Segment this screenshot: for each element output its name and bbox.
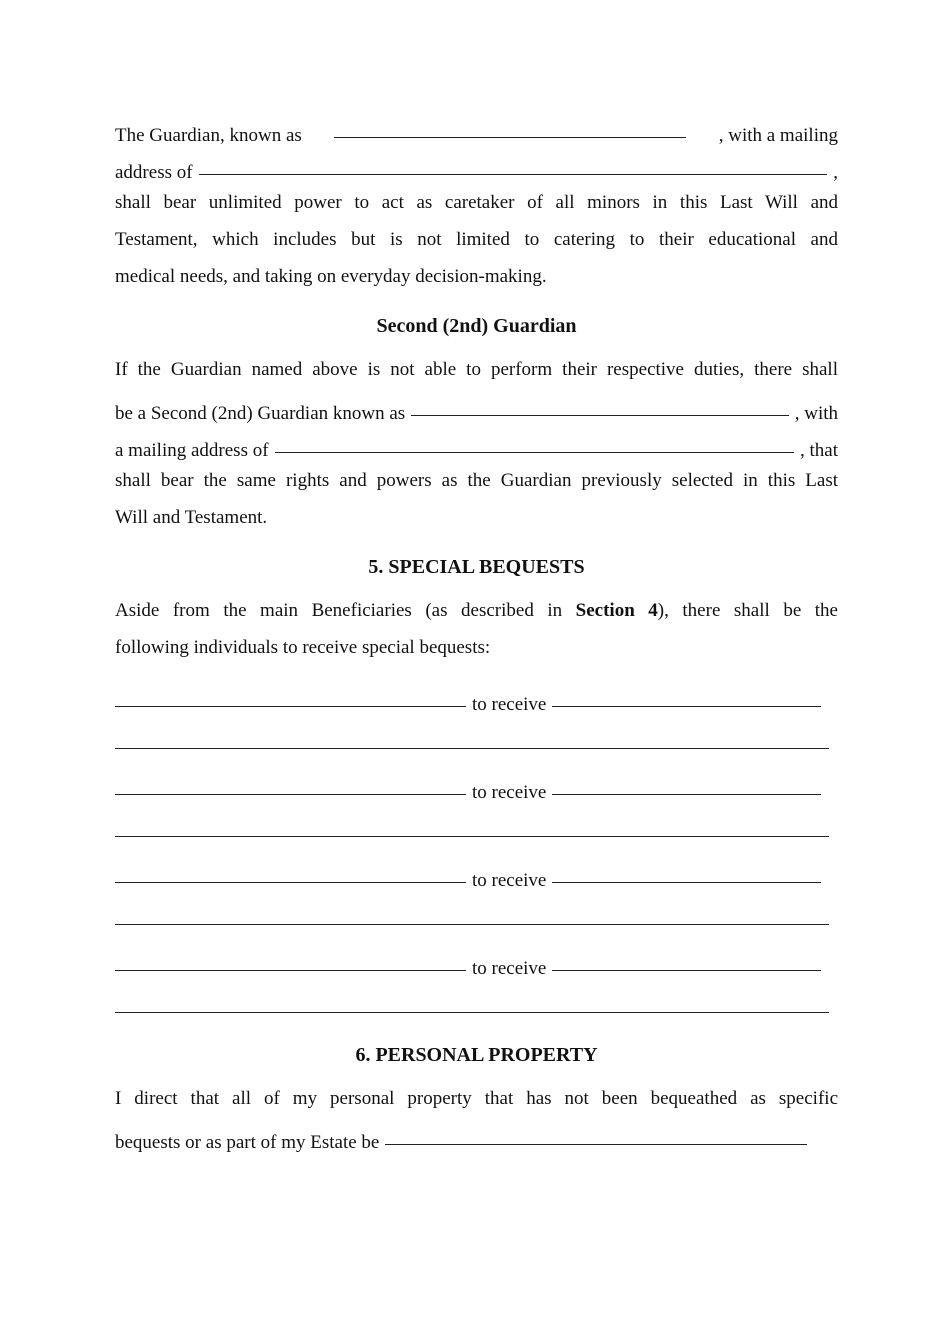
second-guardian-name-blank[interactable]	[411, 414, 789, 416]
guardian-known-as-label: The Guardian, known as	[115, 125, 302, 146]
bequest-recipient-blank[interactable]	[115, 794, 466, 795]
document-page	[115, 110, 838, 1154]
special-bequests-intro-tail: ), there shall be the	[657, 600, 838, 621]
bequest-entry	[115, 768, 838, 837]
second-guardian-line-3	[115, 425, 838, 462]
guardian-line-5: medical needs, and taking on everyday decision-making.	[115, 266, 547, 287]
personal-property-line-2	[115, 1117, 838, 1154]
guardian-line-3: shall bear unlimited power to act as caretaker of all minors in this Last Will and	[115, 192, 838, 213]
second-guardian-address-label: a mailing address of	[115, 440, 269, 461]
guardian-name-blank[interactable]	[334, 136, 686, 138]
second-guardian-that-label: , that	[800, 440, 838, 461]
second-guardian-heading: Second (2nd) Guardian	[376, 315, 577, 337]
guardian-mailing-label: , with a mailing	[718, 125, 838, 146]
special-bequests-intro-text: Aside from the main Beneficiaries (as described in	[115, 600, 563, 621]
bequest-row	[115, 768, 829, 804]
guardian-address-comma: ,	[833, 162, 838, 183]
second-guardian-address-blank[interactable]	[275, 451, 794, 453]
to-receive-label: to receive	[472, 694, 547, 715]
second-guardian-line-2	[115, 388, 838, 425]
guardian-address-label: address of	[115, 162, 193, 183]
bequest-item-blank[interactable]	[552, 706, 821, 707]
special-bequests-line-2: following individuals to receive special bequests:	[115, 637, 491, 658]
personal-property-paragraph	[115, 1080, 838, 1154]
guardian-line-4: Testament, which includes but is not limited to catering to their educational and	[115, 229, 838, 250]
bequest-item-blank[interactable]	[552, 882, 821, 883]
bequest-entry	[115, 680, 838, 749]
bequest-recipient-blank[interactable]	[115, 970, 466, 971]
second-guardian-line-1: If the Guardian named above is not able to perform their respective duties, there shall	[115, 359, 838, 380]
personal-property-estate-label: bequests or as part of my Estate be	[115, 1132, 380, 1153]
guardian-address-blank[interactable]	[199, 173, 828, 175]
bequest-row	[115, 680, 829, 716]
second-guardian-paragraph	[115, 351, 838, 536]
bequest-item-blank[interactable]	[552, 794, 821, 795]
guardian-line-1	[115, 110, 838, 147]
bequest-entry	[115, 856, 838, 925]
second-guardian-line-4: shall bear the same rights and powers as the Guardian previously selected in this Last	[115, 470, 838, 491]
second-guardian-with-label: , with	[794, 403, 838, 424]
second-guardian-known-as-label: be a Second (2nd) Guardian known as	[115, 403, 406, 424]
special-bequests-line-1	[115, 592, 838, 629]
guardian-line-2	[115, 147, 838, 184]
special-bequests-heading: 5. SPECIAL BEQUESTS	[368, 556, 585, 578]
personal-property-heading: 6. PERSONAL PROPERTY	[355, 1044, 598, 1066]
bequest-row	[115, 944, 829, 980]
to-receive-label: to receive	[472, 782, 547, 803]
second-guardian-line-5: Will and Testament.	[115, 507, 268, 528]
personal-property-line-1: I direct that all of my personal property that has not been bequeathed as specific	[115, 1088, 838, 1109]
bequest-row	[115, 856, 829, 892]
bequest-recipient-blank[interactable]	[115, 706, 466, 707]
bequest-recipient-blank[interactable]	[115, 882, 466, 883]
to-receive-label: to receive	[472, 870, 547, 891]
bequest-entry	[115, 944, 838, 1013]
special-bequests-paragraph	[115, 592, 838, 666]
bequest-list	[115, 680, 838, 1013]
guardian-paragraph	[115, 110, 838, 295]
bequest-item-blank[interactable]	[552, 970, 821, 971]
section-4-reference: Section 4	[575, 600, 658, 621]
personal-property-blank[interactable]	[385, 1143, 807, 1145]
to-receive-label: to receive	[472, 958, 547, 979]
